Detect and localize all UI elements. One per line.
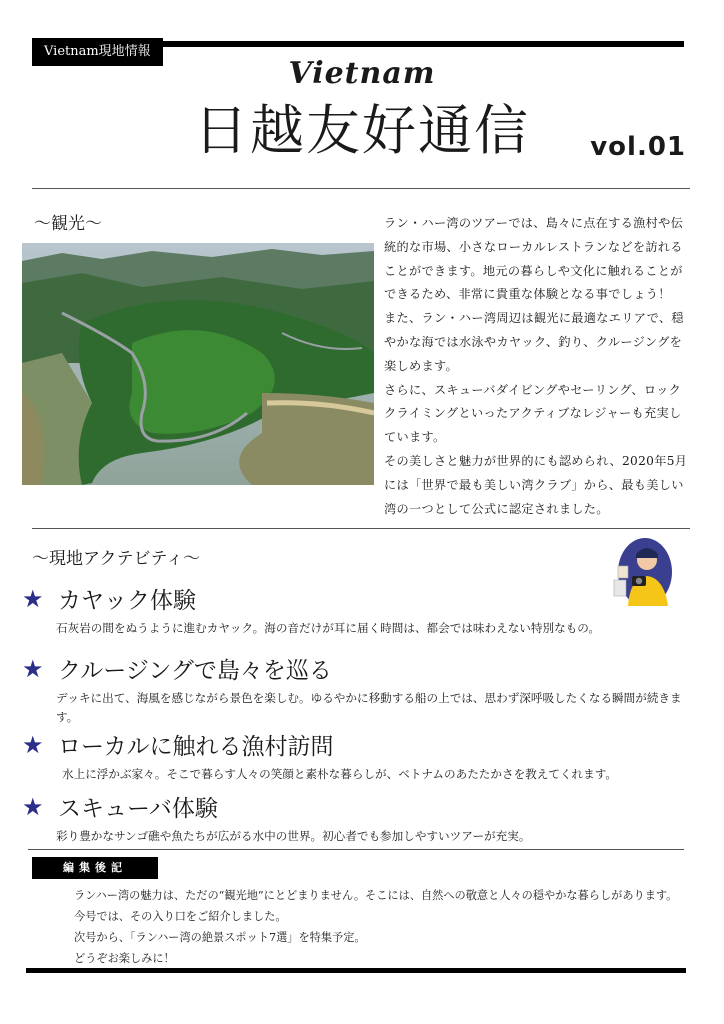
- bay-photo-illustration: [22, 243, 374, 485]
- editor-note-body: [74, 885, 677, 969]
- activities-heading: ～現地アクテビティ～: [32, 549, 201, 569]
- editor-note-line: 次号から、「ランハー湾の絶景スポット7選」を特集予定。: [74, 931, 366, 944]
- volume-label: vol.01: [590, 132, 686, 162]
- divider: [32, 188, 690, 189]
- activity-title: クルージングで島々を巡る: [58, 658, 332, 684]
- activity-title: スキューバ体験: [58, 796, 218, 822]
- activity-desc: 水上に浮かぶ家々。そこで暮らす人々の笑顔と素朴な暮らしが、ベトナムのあたたかさを教えてくれます。: [62, 767, 617, 781]
- editor-note-heading: 編集後記: [32, 857, 158, 879]
- star-icon: ★: [22, 654, 44, 683]
- activity-desc: 石灰岩の間をぬうように進むカヤック。海の音だけが耳に届く時間は、都会では味わえない特別なもの。: [56, 621, 600, 635]
- activity-item: [22, 652, 702, 727]
- sightseeing-paragraph: さらに、スキューバダイビングやセーリング、ロッククライミングといったアクティブなレジャーも充実しています。: [384, 382, 682, 445]
- sightseeing-paragraph: その美しさと魅力が世界的にも認められ、2020年5月には「世界で最も美しい湾クラブ」から、最も美しい湾の一つとして公式に認定されました。: [384, 453, 688, 516]
- divider: [28, 849, 684, 850]
- activity-item: [22, 728, 702, 784]
- activity-desc: デッキに出て、海風を感じながら景色を楽しむ。ゆるやかに移動する船の上では、思わず深呼吸したくなる瞬間が続きます。: [56, 691, 682, 724]
- page-title: 日越友好通信: [194, 99, 530, 162]
- sightseeing-paragraph: ラン・ハー湾のツアーでは、島々に点在する漁村や伝統的な市場、小さなローカルレストランなどを訪れることができます。地元の暮らしや文化に触れることができるため、非常に貴重な体験となる事でしょう！: [384, 216, 684, 302]
- sightseeing-body: [384, 212, 692, 521]
- script-title: Vietnam: [288, 56, 436, 91]
- star-icon: ★: [22, 584, 44, 613]
- bottom-bar: [26, 968, 686, 973]
- editor-note-line: どうぞお楽しみに！: [74, 952, 175, 965]
- activity-title: ローカルに触れる漁村訪問: [58, 734, 334, 760]
- divider: [32, 528, 690, 529]
- section-tag: Vietnam現地情報: [32, 38, 163, 66]
- editor-note-line: ランハー湾の魅力は、ただの“観光地”にとどまりません。そこには、自然への敬意と人々の穏やかな暮らしがあります。: [74, 889, 678, 902]
- bay-photo: [22, 243, 374, 485]
- editor-note-line: 今号では、その入り口をご紹介しました。: [74, 910, 287, 923]
- activity-item: [22, 582, 702, 638]
- star-icon: ★: [22, 730, 44, 759]
- activity-desc: 彩り豊かなサンゴ礁や魚たちが広がる水中の世界。初心者でも参加しやすいツアーが充実。: [56, 829, 531, 843]
- sightseeing-paragraph: また、ラン・ハー湾周辺は観光に最適なエリアで、穏やかな海では水泳やカヤック、釣り、クルージングを楽しめます。: [384, 311, 684, 373]
- star-icon: ★: [22, 792, 44, 821]
- sightseeing-heading: ～観光～: [34, 214, 102, 234]
- activity-item: [22, 790, 702, 846]
- activity-title: カヤック体験: [58, 588, 196, 614]
